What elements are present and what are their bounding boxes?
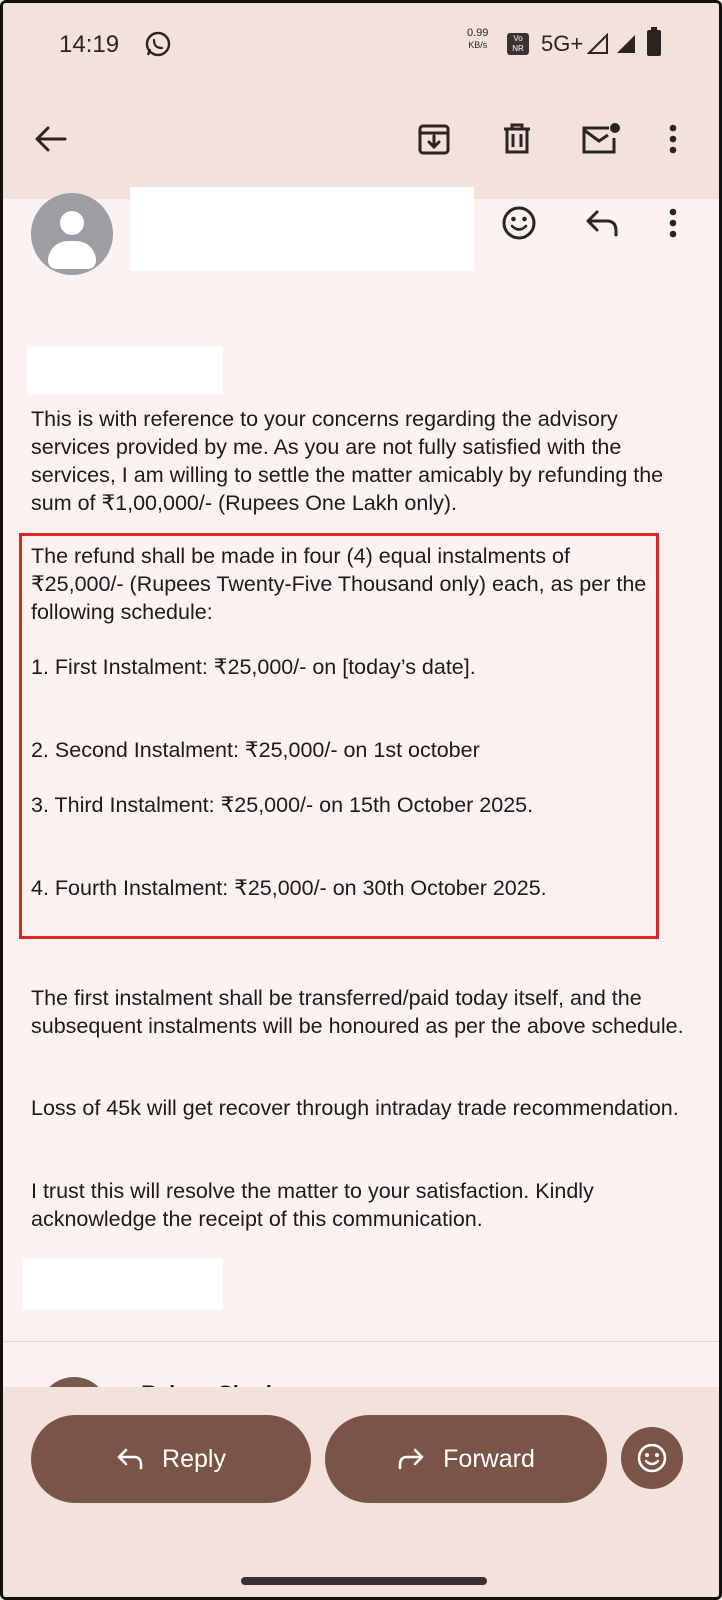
instalment-4: 4. Fourth Instalment: ₹25,000/- on 30th October 2025. bbox=[31, 876, 547, 900]
forward-icon bbox=[397, 1447, 425, 1471]
signal-icon bbox=[587, 33, 609, 55]
message-header bbox=[3, 183, 719, 283]
volte-icon bbox=[507, 33, 529, 55]
mail-unread-icon bbox=[580, 122, 620, 156]
network-speed bbox=[467, 27, 488, 51]
reply-icon bbox=[116, 1447, 144, 1471]
back-button[interactable] bbox=[22, 111, 78, 167]
volte-top-label: Vo bbox=[513, 34, 523, 43]
network-speed-value: 0.99 bbox=[467, 27, 489, 39]
avatar-body bbox=[48, 241, 96, 269]
volte-bottom-label: NR bbox=[512, 44, 524, 53]
email-paragraph-3: Loss of 45k will get recover through intraday trade recommendation. bbox=[31, 1096, 679, 1120]
redacted-sender-info bbox=[130, 187, 474, 271]
more-options-button[interactable] bbox=[645, 111, 701, 167]
message-more-button[interactable] bbox=[645, 195, 701, 251]
message-divider bbox=[3, 1341, 719, 1342]
reply-label: Reply bbox=[162, 1444, 226, 1473]
home-indicator[interactable] bbox=[241, 1577, 487, 1585]
avatar-head bbox=[60, 211, 84, 235]
email-toolbar bbox=[3, 111, 719, 171]
forward-button[interactable] bbox=[325, 1415, 607, 1503]
network-type: 5G+ bbox=[541, 31, 584, 56]
email-paragraph-4: I trust this will resolve the matter to your satisfaction. Kindly acknowledge the receipt of this communication. bbox=[31, 1179, 594, 1231]
react-emoji-button[interactable] bbox=[621, 1427, 683, 1489]
delete-button[interactable] bbox=[489, 111, 545, 167]
emoji-icon bbox=[501, 205, 537, 241]
reply-icon bbox=[585, 209, 619, 237]
network-speed-unit: KB/s bbox=[468, 40, 488, 50]
battery-icon bbox=[647, 30, 661, 56]
mark-unread-button[interactable] bbox=[572, 111, 628, 167]
email-paragraph-2: The first instalment shall be transferred/paid today itself, and the subsequent instalments will be honoured as per the above schedule. bbox=[31, 986, 684, 1038]
instalment-2: 2. Second Instalment: ₹25,000/- on 1st october bbox=[31, 738, 480, 762]
reply-button[interactable] bbox=[31, 1415, 311, 1503]
arrow-left-icon bbox=[33, 124, 67, 154]
sender-avatar[interactable] bbox=[31, 193, 113, 275]
forward-label: Forward bbox=[443, 1444, 535, 1473]
status-bar bbox=[3, 21, 719, 69]
whatsapp-icon bbox=[144, 30, 172, 58]
status-time: 14:19 bbox=[59, 31, 120, 58]
archive-button[interactable] bbox=[406, 111, 462, 167]
instalment-1: 1. First Instalment: ₹25,000/- on [today’s date]. bbox=[31, 655, 476, 679]
more-vert-icon bbox=[669, 208, 677, 238]
emoji-icon bbox=[636, 1442, 668, 1474]
archive-icon bbox=[417, 122, 451, 156]
redacted-signature bbox=[23, 1259, 223, 1309]
trash-icon bbox=[502, 122, 532, 156]
redacted-greeting bbox=[27, 347, 223, 395]
reply-icon-button[interactable] bbox=[574, 195, 630, 251]
more-vert-icon bbox=[669, 124, 677, 154]
schedule-intro: The refund shall be made in four (4) equal instalments of ₹25,000/- (Rupees Twenty-Five Thousand only) each, as per the following schedule: bbox=[31, 544, 647, 624]
add-reaction-button[interactable] bbox=[491, 195, 547, 251]
instalment-3: 3. Third Instalment: ₹25,000/- on 15th October 2025. bbox=[31, 793, 534, 817]
email-paragraph-1: This is with reference to your concerns regarding the advisory services provided by me. As you are not fully satisfied with the services, I am willing to settle the matter amicably by refunding the sum of ₹1,00,000/- (Rupees One Lakh only). bbox=[31, 407, 664, 515]
signal-icon bbox=[615, 33, 637, 55]
